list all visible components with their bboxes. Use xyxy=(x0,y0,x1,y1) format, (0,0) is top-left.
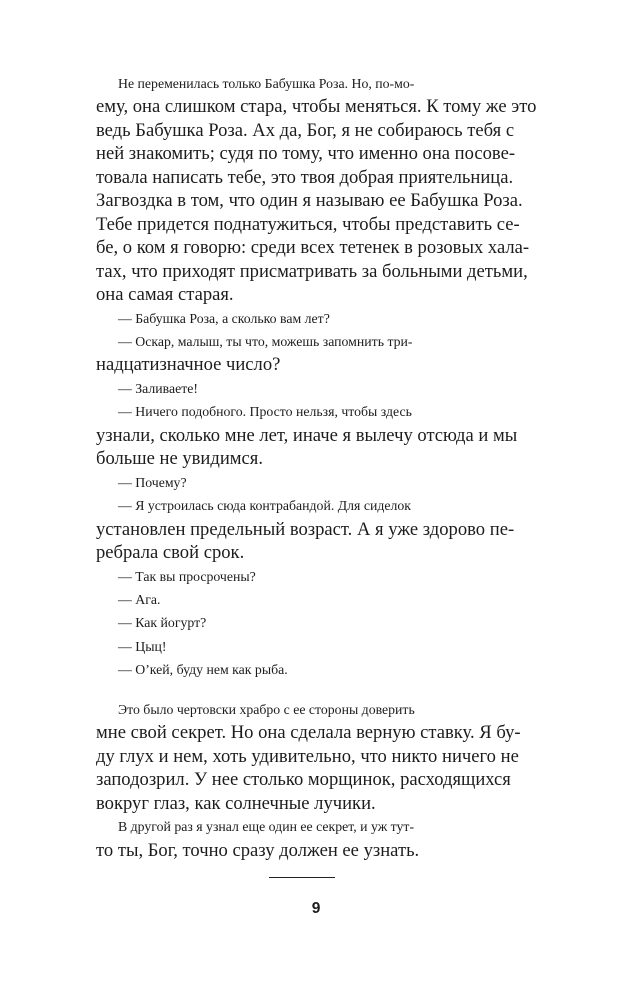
dialogue-line xyxy=(96,494,536,564)
dialogue-line xyxy=(96,658,536,681)
text-line: — Заливаете! xyxy=(118,380,198,396)
text-line: Тебе придется поднатужиться, чтобы представить се- xyxy=(96,213,520,235)
text-line: — Оскар, малыш, ты что, можешь запомнить три- xyxy=(118,333,413,349)
text-line: — Ничего подобного. Просто нельзя, чтобы здесь xyxy=(118,404,412,420)
text-line: ведь Бабушка Роза. Ах да, Бог, я не собираюсь тебя с xyxy=(96,119,515,141)
dialogue-line xyxy=(96,377,536,400)
text-block-1 xyxy=(96,72,536,682)
text-line: — Ага. xyxy=(118,591,161,607)
text-line: заподозрил. У нее столько морщинок, расходящихся xyxy=(96,769,511,791)
text-line: бе, о ком я говорю: среди всех тетенек в розовых хала- xyxy=(96,237,530,259)
text-line: Это было чертовски храбро с ее стороны доверить xyxy=(118,702,415,717)
text-line: ней знакомить; судя по тому, что именно она посове- xyxy=(96,143,516,165)
paragraph-narrative xyxy=(96,815,536,862)
text-line: мне свой секрет. Но она сделала верную ставку. Я бу- xyxy=(96,722,521,744)
text-line: ребрала свой срок. xyxy=(96,542,245,564)
text-line: то ты, Бог, точно сразу должен ее узнать. xyxy=(96,839,420,861)
text-line: — Как йогурт? xyxy=(118,615,207,631)
text-line: вокруг глаз, как солнечные лучики. xyxy=(96,792,376,814)
text-line: — Бабушка Роза, а сколько вам лет? xyxy=(118,310,330,326)
dialogue-line xyxy=(96,588,536,611)
dialogue-line xyxy=(96,611,536,634)
text-line: Загвоздка в том, что один я называю ее Бабушка Роза. xyxy=(96,190,523,212)
dialogue-line xyxy=(96,635,536,658)
text-line: — Я устроилась сюда контрабандой. Для сиделок xyxy=(118,498,411,514)
text-line: тах, что приходят присматривать за больными детьми, xyxy=(96,260,528,282)
text-line: В другой раз я узнал еще один ее секрет, и уж тут- xyxy=(118,819,415,835)
text-line: ему, она слишком стара, чтобы меняться. К тому же это xyxy=(96,96,537,118)
text-line: — Цыц! xyxy=(118,638,167,654)
dialogue-line xyxy=(96,565,536,588)
text-line: товала написать тебе, это твоя добрая приятельница. xyxy=(96,166,514,188)
text-block-2 xyxy=(96,698,536,862)
text-line: — Почему? xyxy=(118,474,187,490)
paragraph-narrative xyxy=(96,698,536,815)
text-line: — Так вы просрочены? xyxy=(118,568,256,584)
text-line: установлен предельный возраст. А я уже здорово пе- xyxy=(96,518,515,540)
text-line: Не переменилась только Бабушка Роза. Но, по-мо- xyxy=(118,76,415,91)
text-line: она самая старая. xyxy=(96,284,234,306)
text-line: узнали, сколько мне лет, иначе я вылечу отсюда и мы xyxy=(96,424,518,446)
dialogue-line xyxy=(96,400,536,470)
text-line: больше не увидимся. xyxy=(96,448,263,470)
dialogue-line xyxy=(96,307,536,330)
text-line: ду глух и нем, хоть удивительно, что никто ничего не xyxy=(96,745,519,767)
dialogue-line xyxy=(96,330,536,377)
page-number: 9 xyxy=(311,900,321,917)
text-line: надцатизначное число? xyxy=(96,354,281,376)
paragraph-narrative xyxy=(96,72,536,307)
dialogue-line xyxy=(96,471,536,494)
footer-rule xyxy=(269,877,335,878)
text-line: — О’кей, буду нем как рыба. xyxy=(118,662,288,678)
